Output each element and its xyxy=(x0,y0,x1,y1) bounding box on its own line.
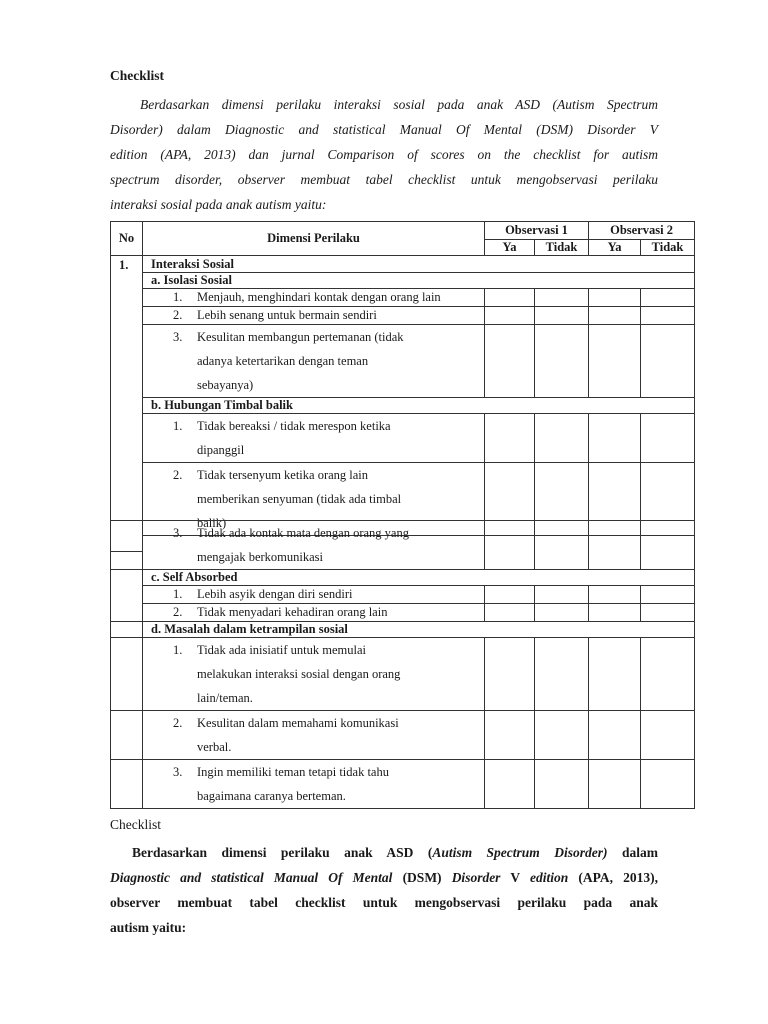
check-cell[interactable] xyxy=(535,521,589,570)
item-b1: 1. Tidak bereaksi / tidak merespon ketika dipanggil xyxy=(143,414,485,463)
check-cell[interactable] xyxy=(641,711,695,760)
check-cell[interactable] xyxy=(641,638,695,711)
header-observation-2: Observasi 2 xyxy=(589,222,695,240)
check-cell[interactable] xyxy=(589,638,641,711)
intro-line-1: Berdasarkan dimensi perilaku interaksi sosial pada anak ASD (Autism Spectrum xyxy=(140,97,658,112)
check-cell[interactable] xyxy=(641,521,695,570)
intro-paragraph-1 xyxy=(110,92,658,217)
blank-no-cell xyxy=(111,711,143,760)
check-cell[interactable] xyxy=(589,604,641,622)
item-d2: 2. Kesulitan dalam memahami komunikasi verbal. xyxy=(143,711,485,760)
check-cell[interactable] xyxy=(535,760,589,809)
item-d1: 1. Tidak ada inisiatif untuk memulai melakukan interaksi sosial dengan orang lain/teman. xyxy=(143,638,485,711)
check-cell[interactable] xyxy=(485,289,535,307)
group-title-d: d. Masalah dalam ketrampilan sosial xyxy=(143,622,695,638)
header-obs2-tidak: Tidak xyxy=(641,240,695,256)
check-cell[interactable] xyxy=(535,325,589,398)
blank-no-cell xyxy=(111,521,143,570)
check-cell[interactable] xyxy=(485,711,535,760)
header-obs2-ya: Ya xyxy=(589,240,641,256)
group-title-c: c. Self Absorbed xyxy=(143,570,695,586)
item-a2: 2. Lebih senang untuk bermain sendiri xyxy=(143,307,485,325)
check-cell[interactable] xyxy=(485,414,535,463)
intro2-line-4: autism yaitu: xyxy=(110,920,187,935)
check-cell[interactable] xyxy=(589,414,641,463)
checklist-table-cont xyxy=(110,520,695,809)
check-cell[interactable] xyxy=(535,604,589,622)
check-cell[interactable] xyxy=(535,414,589,463)
intro-line-2: Disorder) dalam Diagnostic and statistical Manual Of Mental (DSM) Disorder V xyxy=(110,122,658,137)
check-cell[interactable] xyxy=(485,521,535,570)
blank-no-cell xyxy=(111,622,143,638)
header-obs1-tidak: Tidak xyxy=(535,240,589,256)
group-title-a: a. Isolasi Sosial xyxy=(143,273,695,289)
item-d3: 3. Ingin memiliki teman tetapi tidak tahu bagaimana caranya berteman. xyxy=(143,760,485,809)
check-cell[interactable] xyxy=(485,586,535,604)
item-c1: 1. Lebih asyik dengan diri sendiri xyxy=(143,586,485,604)
header-dimension: Dimensi Perilaku xyxy=(143,222,485,256)
check-cell[interactable] xyxy=(485,760,535,809)
checklist-table xyxy=(110,221,695,552)
intro-line-5: interaksi sosial pada anak autism yaitu: xyxy=(110,197,327,212)
check-cell[interactable] xyxy=(589,325,641,398)
group-title-b: b. Hubungan Timbal balik xyxy=(143,398,695,414)
intro2-line-2: Diagnostic and statistical Manual Of Mental (DSM) Disorder V edition (APA, 2013), xyxy=(110,870,658,885)
check-cell[interactable] xyxy=(485,307,535,325)
blank-no-cell xyxy=(111,638,143,711)
check-cell[interactable] xyxy=(485,325,535,398)
check-cell[interactable] xyxy=(485,604,535,622)
checklist-heading-2: Checklist xyxy=(110,817,161,832)
check-cell[interactable] xyxy=(641,586,695,604)
check-cell[interactable] xyxy=(589,711,641,760)
check-cell[interactable] xyxy=(535,289,589,307)
item-b3: 3. Tidak ada kontak mata dengan orang yang mengajak berkomunikasi xyxy=(143,521,485,570)
check-cell[interactable] xyxy=(641,289,695,307)
intro-line-4: spectrum disorder, observer membuat tabel checklist untuk mengobservasi perilaku xyxy=(110,172,658,187)
blank-no-cell xyxy=(111,760,143,809)
check-cell[interactable] xyxy=(589,586,641,604)
check-cell[interactable] xyxy=(535,711,589,760)
check-cell[interactable] xyxy=(535,307,589,325)
item-a1: 1. Menjauh, menghindari kontak dengan orang lain xyxy=(143,289,485,307)
section-number: 1. xyxy=(111,256,143,552)
check-cell[interactable] xyxy=(589,521,641,570)
check-cell[interactable] xyxy=(535,638,589,711)
check-cell[interactable] xyxy=(641,604,695,622)
check-cell[interactable] xyxy=(641,414,695,463)
check-cell[interactable] xyxy=(641,325,695,398)
header-obs1-ya: Ya xyxy=(485,240,535,256)
blank-no-cell xyxy=(111,570,143,622)
intro2-line-3: observer membuat tabel checklist untuk mengobservasi perilaku pada anak xyxy=(110,895,658,910)
item-c2: 2. Tidak menyadari kehadiran orang lain xyxy=(143,604,485,622)
intro-paragraph-2 xyxy=(110,840,658,940)
item-a3: 3. Kesulitan membangun pertemanan (tidak adanya ketertarikan dengan teman sebayanya) xyxy=(143,325,485,398)
check-cell[interactable] xyxy=(589,760,641,809)
section-title: Interaksi Sosial xyxy=(143,256,695,273)
check-cell[interactable] xyxy=(641,760,695,809)
intro-line-3: edition (APA, 2013) dan jurnal Comparison of scores on the checklist for autism xyxy=(110,147,658,162)
check-cell[interactable] xyxy=(535,586,589,604)
header-observation-1: Observasi 1 xyxy=(485,222,589,240)
item-b2: 2. Tidak tersenyum ketika orang lain memberikan senyuman (tidak ada timbal balik) xyxy=(143,463,485,536)
check-cell[interactable] xyxy=(641,307,695,325)
header-no: No xyxy=(111,222,143,256)
checklist-heading-1: Checklist xyxy=(110,68,164,83)
intro2-line-1: Berdasarkan dimensi perilaku anak ASD (Autism Spectrum Disorder) dalam xyxy=(132,845,658,860)
check-cell[interactable] xyxy=(589,307,641,325)
check-cell[interactable] xyxy=(589,289,641,307)
check-cell[interactable] xyxy=(485,638,535,711)
